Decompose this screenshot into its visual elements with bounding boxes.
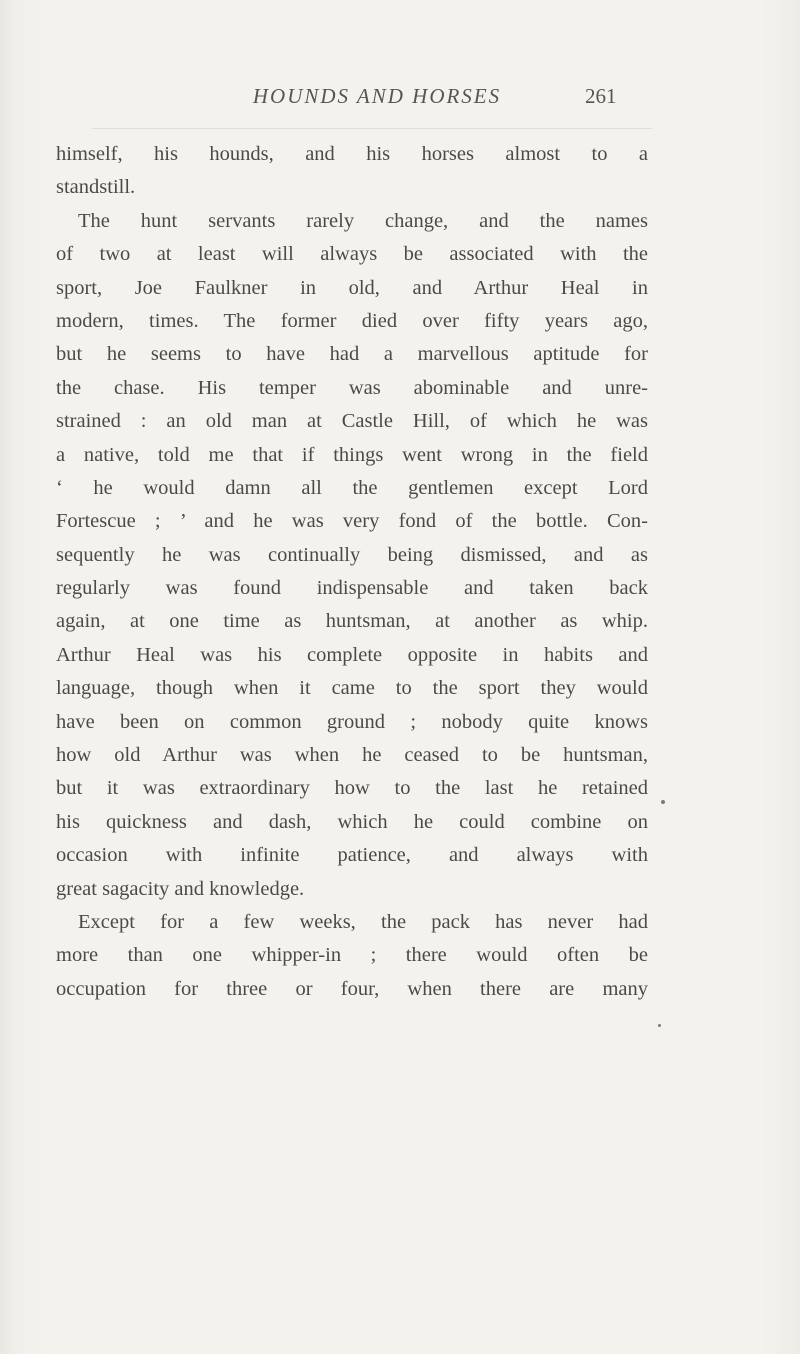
- text-line: but it was extraordinary how to the last he retained: [56, 777, 648, 800]
- text-line: his quickness and dash, which he could combine on: [56, 810, 648, 833]
- text-line: a native, told me that if things went wrong in the field: [56, 443, 648, 466]
- text-line: sequently he was continually being dismissed, and as: [56, 543, 648, 566]
- text-line: the chase. His temper was abominable and unre-: [56, 376, 648, 399]
- text-line: how old Arthur was when he ceased to be huntsman,: [56, 744, 648, 767]
- running-title: HOUNDS AND HORSES: [252, 84, 502, 108]
- text-line: ‘ he would damn all the gentlemen except Lord: [56, 476, 648, 499]
- text-line: occasion with infinite patience, and always with: [56, 844, 648, 867]
- body-text: [56, 138, 648, 1006]
- text-line: have been on common ground ; nobody quite knows: [56, 710, 648, 733]
- text-line: language, though when it came to the sport they would: [56, 677, 648, 700]
- text-line: sport, Joe Faulkner in old, and Arthur Heal in: [56, 276, 648, 299]
- text-line: strained : an old man at Castle Hill, of which he was: [56, 410, 648, 433]
- text-line: modern, times. The former died over fifty years ago,: [56, 309, 648, 332]
- ink-speck: [661, 800, 665, 804]
- page-number: 261: [585, 84, 617, 108]
- text-line: The hunt servants rarely change, and the names: [78, 209, 648, 232]
- text-line: himself, his hounds, and his horses almost to a: [56, 143, 648, 165]
- text-line: great sagacity and knowledge.: [56, 877, 305, 900]
- header-rule: [92, 128, 652, 129]
- text-line: but he seems to have had a marvellous aptitude for: [56, 343, 648, 366]
- text-line: standstill.: [56, 176, 136, 199]
- text-line: regularly was found indispensable and taken back: [56, 577, 648, 600]
- ink-speck: [658, 1024, 661, 1027]
- text-line: occupation for three or four, when there are many: [56, 977, 648, 1000]
- text-line: Arthur Heal was his complete opposite in habits and: [56, 643, 648, 666]
- text-line: Except for a few weeks, the pack has never had: [78, 910, 648, 933]
- text-line: again, at one time as huntsman, at another as whip.: [56, 610, 648, 633]
- text-line: more than one whipper-in ; there would often be: [56, 944, 648, 967]
- text-line: of two at least will always be associated with the: [56, 243, 648, 266]
- text-line: Fortescue ; ’ and he was very fond of the bottle. Con-: [56, 510, 648, 533]
